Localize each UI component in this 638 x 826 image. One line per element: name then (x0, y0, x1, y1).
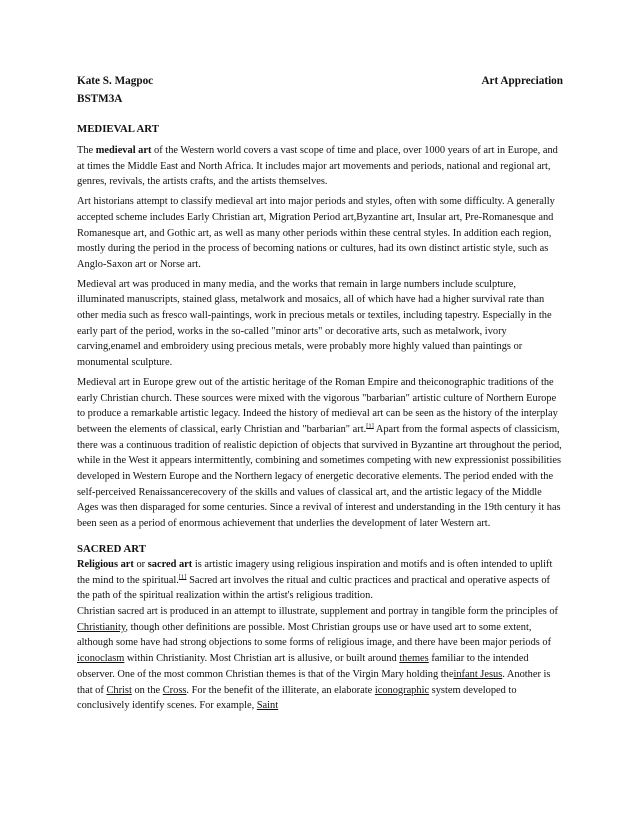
text-run: is artistic imagery using religious inspiration and motifs and is often intended to uplift the mind to the spiritual. (77, 558, 553, 586)
text-run: within Christianity. Most Christian art is allusive, or built around (124, 653, 400, 665)
text-run: familiar to the intended observer. One of the most common Christian themes is that of the Virgin Mary holding the (77, 653, 529, 680)
sacred-art-heading: SACRED ART (77, 542, 146, 555)
infant-jesus-link[interactable]: infant Jesus (453, 668, 503, 680)
text-run: . For the benefit of the illiterate, an elaborate (186, 684, 375, 696)
bold-term: medieval art (95, 145, 152, 156)
bold-term: sacred art (147, 558, 193, 570)
themes-link[interactable]: themes (399, 653, 429, 665)
sacred-paragraph-1 (77, 557, 563, 604)
medieval-paragraph-2: Art historians attempt to classify medieval art into major periods and styles, often with some difficulty. A generally accepted scheme includes Early Christian art, Migration Period art,Byzantine art, Insular art, Pre-Romanesque and Romanesque art, and Gothic art, as well as many other periods within these central styles. In addition each region, mostly during the period in the process of becoming nations or cultures, had its own distinct artistic style, such as Anglo-Saxon art or Norse art. (77, 196, 555, 270)
text-run: system developed to conclusively identify scenes. For example, (77, 684, 517, 712)
sacred-paragraph-2 (77, 604, 563, 714)
medieval-paragraph-1 (77, 143, 563, 190)
medieval-paragraph-4 (77, 375, 563, 532)
course-code: BSTM3A (77, 93, 123, 105)
text-run: Apart from the formal aspects of classicism, there was a continuous tradition of realistic depiction of objects that survived in Byzantine art throughout the period, while in the West it appears intermittently, combining and sometimes competing with new expressionist possibilities developed in Western Europe and the Northern legacy of energetic decorative elements. The period ended with the self-perceived Renaissancerecovery of the skills and values of classical art, and the artistic legacy of the Middle Ages was then disparaged for some centuries. Since a revival of interest and understanding in the 19th century it has been seen as a period of enormous achievement that underlies the development of later Western art. (77, 423, 562, 530)
christianity-link[interactable]: Christianity (77, 621, 126, 633)
text-run: on the (131, 684, 163, 696)
text-run: or (133, 558, 148, 570)
text-run: of the Western world covers a vast scope of time and place, over 1000 years of art in Europe, and at times the Middle East and North Africa. It includes major art movements and periods, national and regional art, genres, revivals, the artists crafts, and the artists themselves. (77, 145, 558, 188)
medieval-art-heading: MEDIEVAL ART (77, 123, 159, 135)
christ-link[interactable]: Christ (106, 684, 132, 696)
text-run: Medieval art in Europe grew out of the artistic heritage of the Roman Empire and theiconographic traditions of the early Christian church. These sources were mixed with the vigorous "barbarian" artistic culture of Northern Europe to produce a remarkable artistic legacy. Indeed the history of medieval art can be seen as the history of the interplay between the elements of classical, early Christian and "barbarian" art. (77, 376, 558, 435)
footnote-ref-link[interactable]: [1] (366, 422, 374, 430)
cross-link[interactable]: Cross (162, 684, 187, 696)
author-name: Kate S. Magpoc (77, 75, 154, 87)
document-page (77, 72, 563, 718)
iconographic-link[interactable]: iconographic (374, 684, 430, 696)
medieval-paragraph-3: Medieval art was produced in many media, and the works that remain in large numbers include sculpture, illuminated manuscripts, stained glass, metalwork and mosaics, all of which have had a higher survival rate than other media such as fresco wall-paintings, work in precious metals or textiles, including tapestry. Especially in the early part of the period, works in the so-called "minor arts" or decorative arts, such as metalwork, ivory carving,enamel and embroidery using precious metals, were probably more highly valued than paintings or monumental sculpture. (77, 278, 552, 369)
document-header (77, 72, 563, 90)
saint-link[interactable]: Saint (256, 700, 279, 712)
iconoclasm-link[interactable]: iconoclasm (77, 653, 125, 665)
text-run: The (77, 145, 96, 156)
text-run: . Another is that of (77, 668, 551, 696)
text-run: , though other definitions are possible. Most Christian groups use or have used art to some extent, although some have had strong objections to some forms of religious image, and there have been major periods of (77, 621, 552, 649)
footnote-ref-link[interactable]: [1] (178, 573, 187, 581)
subject-name: Art Appreciation (481, 75, 563, 87)
text-run: Sacred art involves the ritual and cultic practices and practical and operative aspects of the path of the spiritual realization within the artist's religious tradition. (77, 574, 550, 602)
bold-term: Religious art (77, 558, 134, 570)
text-run: Christian sacred art is produced in an attempt to illustrate, supplement and portray in tangible form the principles of (77, 605, 559, 617)
